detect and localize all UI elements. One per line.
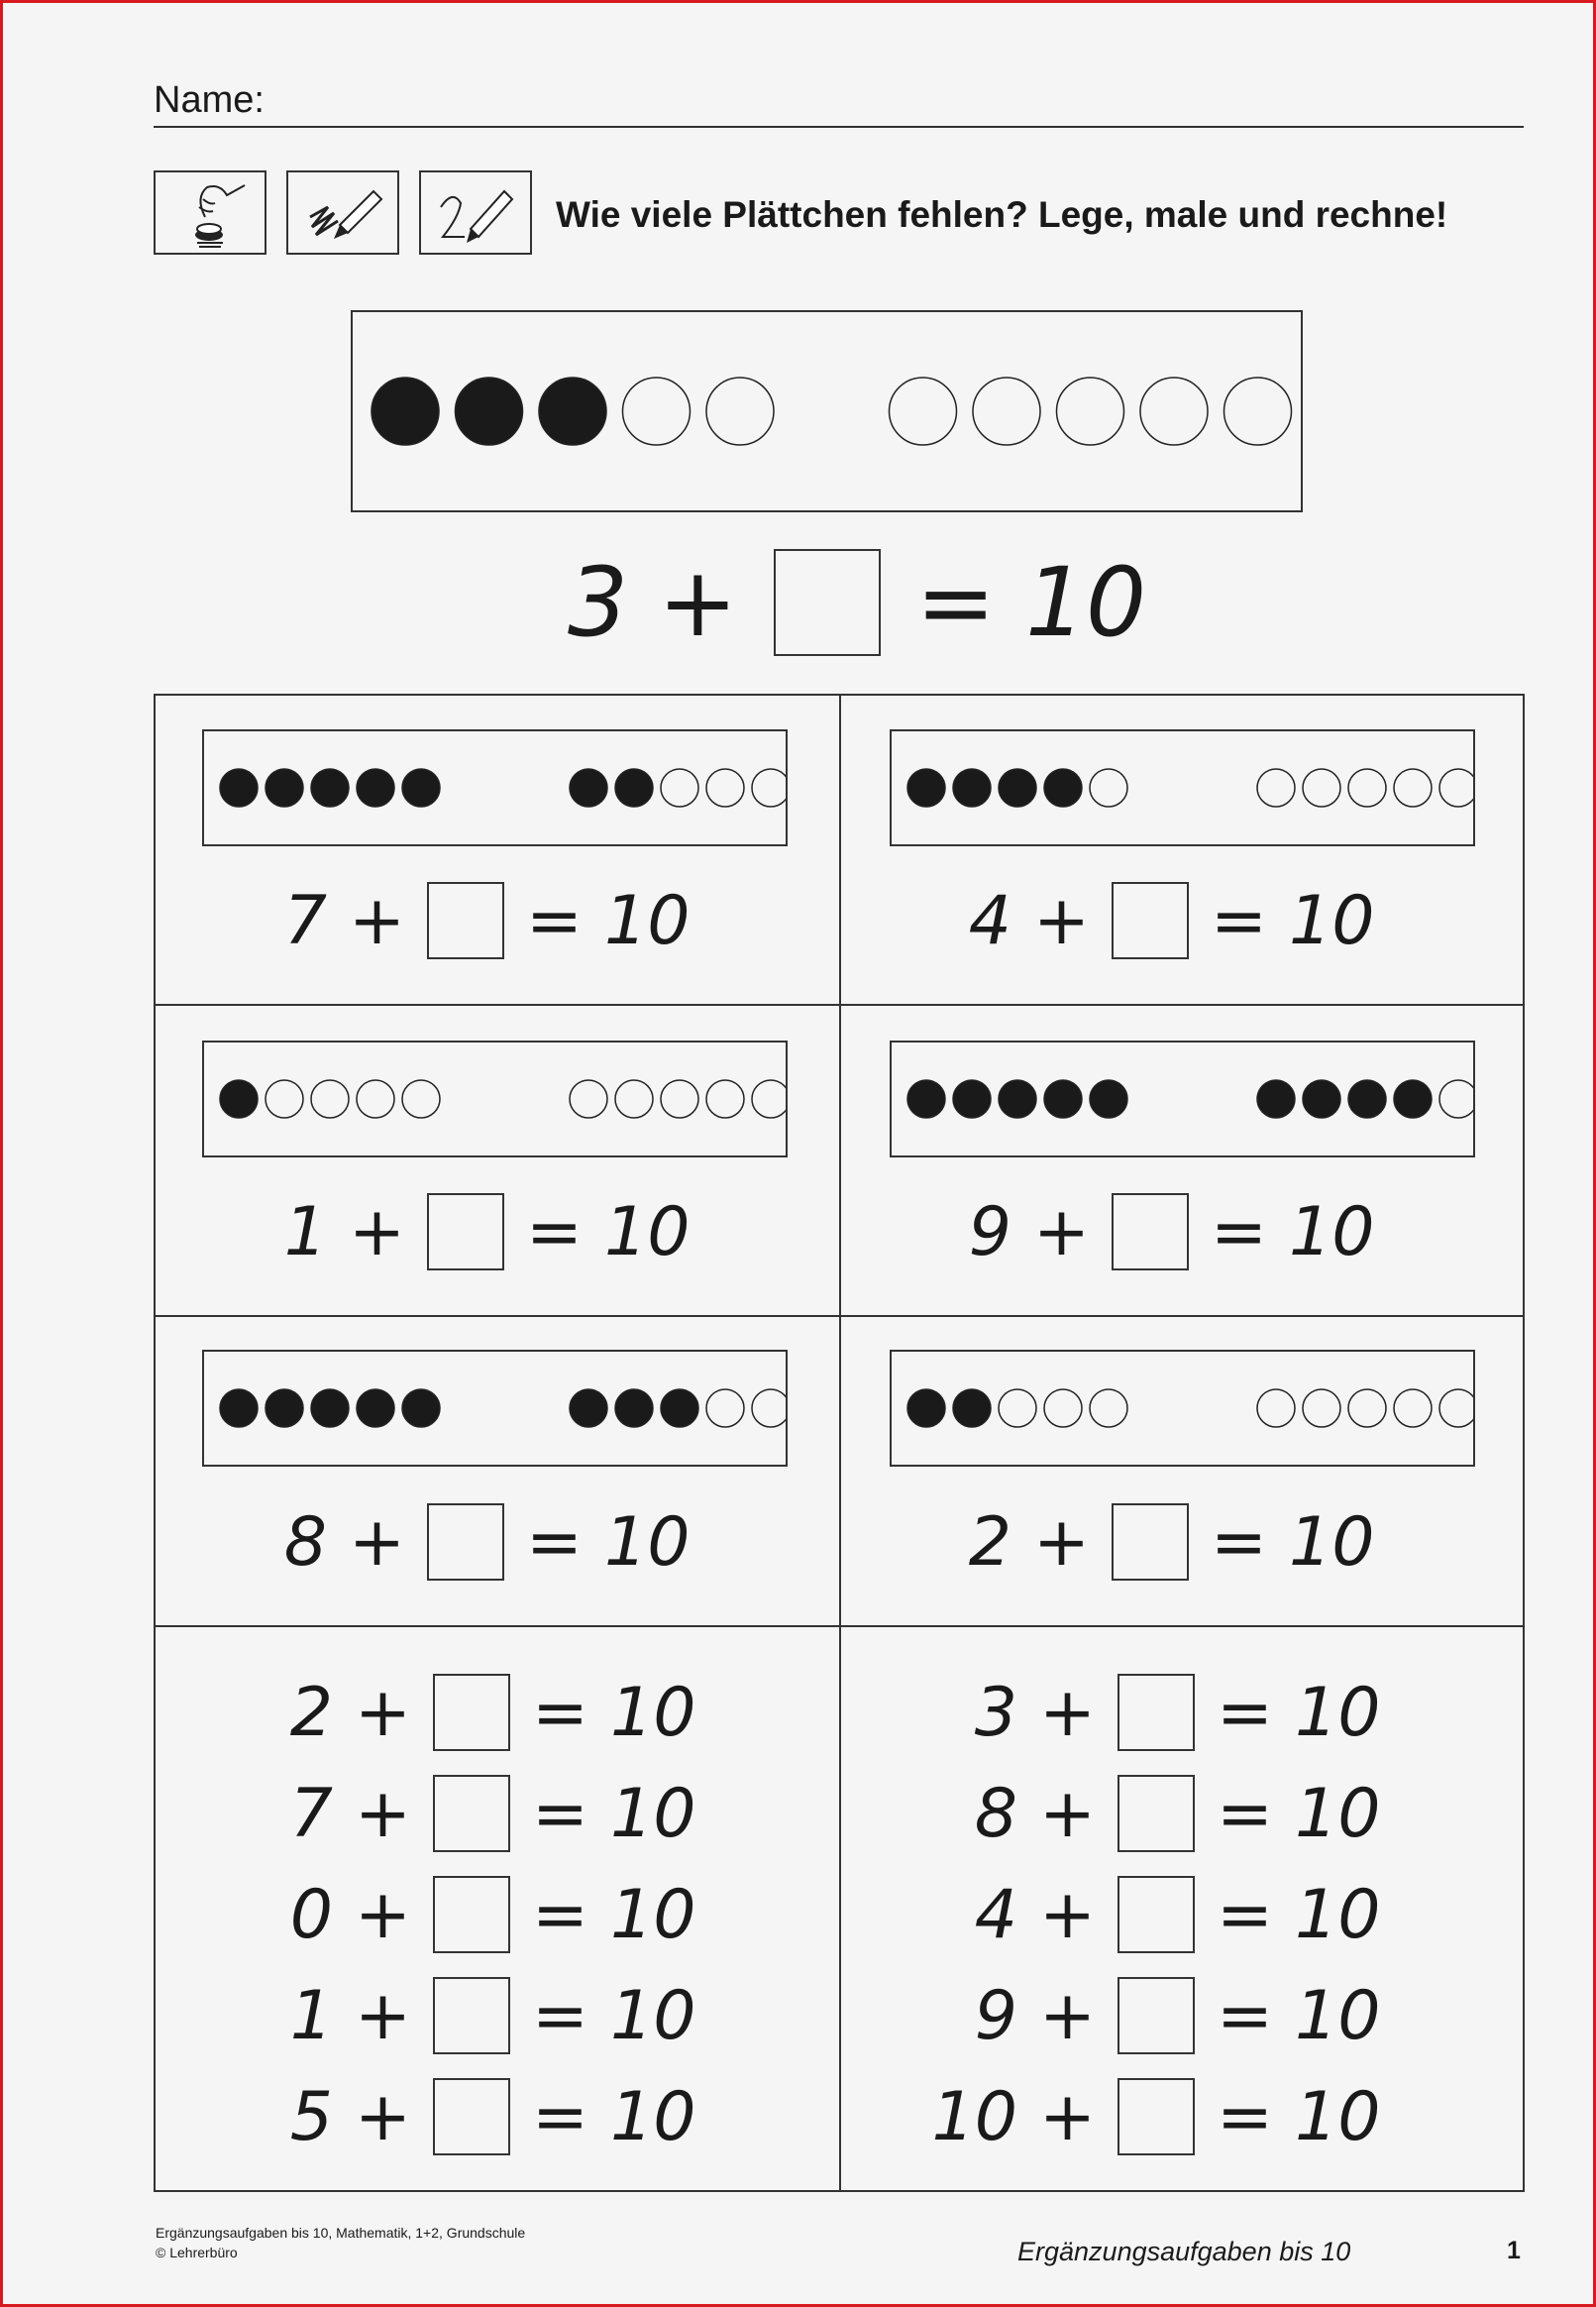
list-equation xyxy=(928,1976,1381,2055)
answer-box[interactable] xyxy=(427,882,504,959)
source-line: Ergänzungsaufgaben bis 10, Mathematik, 1+2, Grundschule xyxy=(156,2225,526,2241)
exercise-equation xyxy=(962,881,1375,960)
filled-counter xyxy=(615,769,653,807)
answer-box[interactable] xyxy=(1117,1674,1195,1751)
name-label: Name: xyxy=(154,79,265,121)
plus-sign: + xyxy=(355,1875,411,1954)
exercise-equation xyxy=(962,1502,1375,1582)
exercise-equation xyxy=(277,881,691,960)
equals-sign: = xyxy=(525,1192,583,1271)
name-line[interactable] xyxy=(154,74,1524,128)
empty-counter[interactable] xyxy=(706,378,774,445)
counters xyxy=(204,1352,786,1465)
answer-box[interactable] xyxy=(433,2078,510,2155)
empty-counter[interactable] xyxy=(1439,1080,1473,1118)
empty-counter[interactable] xyxy=(973,378,1040,445)
empty-counter[interactable] xyxy=(706,769,744,807)
empty-counter[interactable] xyxy=(1090,769,1127,807)
equals-sign: = xyxy=(1210,1502,1267,1582)
empty-counter[interactable] xyxy=(1090,1389,1127,1427)
page-number: 1 xyxy=(1507,2237,1521,2264)
result-number: 10 xyxy=(609,1976,696,2055)
filled-counter xyxy=(1090,1080,1127,1118)
filled-counter xyxy=(372,378,439,445)
filled-counter xyxy=(907,769,945,807)
result-number: 10 xyxy=(1294,1673,1381,1752)
filled-counter xyxy=(999,1080,1036,1118)
counters xyxy=(892,1043,1473,1155)
copyright-line: © Lehrerbüro xyxy=(156,2245,238,2260)
empty-counter[interactable] xyxy=(357,1080,394,1118)
filled-counter xyxy=(953,1080,991,1118)
left-number: 8 xyxy=(283,1502,327,1582)
example-left-number: 3 xyxy=(568,547,629,658)
plus-sign: + xyxy=(355,2077,411,2156)
filled-counter xyxy=(953,769,991,807)
ten-frame xyxy=(202,1041,788,1157)
ten-frame xyxy=(890,729,1475,846)
list-equation xyxy=(928,1875,1381,1954)
hand-icon xyxy=(154,170,266,255)
equals-sign: = xyxy=(525,881,583,960)
empty-counter[interactable] xyxy=(623,378,691,445)
example-ten-frame xyxy=(351,310,1303,512)
left-number: 2 xyxy=(289,1673,333,1752)
counters xyxy=(892,731,1473,844)
equals-sign: = xyxy=(531,1976,588,2055)
grid-divider-vertical xyxy=(839,694,841,2192)
filled-counter xyxy=(456,378,523,445)
filled-counter xyxy=(1044,1080,1082,1118)
empty-counter[interactable] xyxy=(266,1080,303,1118)
answer-box[interactable] xyxy=(1117,1775,1195,1852)
result-number: 10 xyxy=(1294,1976,1381,2055)
left-number: 1 xyxy=(283,1192,327,1271)
left-number: 4 xyxy=(968,881,1011,960)
counters xyxy=(204,731,786,844)
answer-box[interactable] xyxy=(433,1674,510,1751)
filled-counter xyxy=(220,1080,258,1118)
grid-divider xyxy=(154,1625,1525,1627)
result-number: 10 xyxy=(1294,1774,1381,1853)
result-number: 10 xyxy=(603,881,691,960)
answer-box[interactable] xyxy=(1117,2078,1195,2155)
exercise-equation xyxy=(277,1192,691,1271)
example-counters xyxy=(353,312,1301,510)
ten-frame xyxy=(202,729,788,846)
plus-sign: + xyxy=(1033,1192,1090,1271)
empty-counter[interactable] xyxy=(1224,378,1292,445)
left-number: 0 xyxy=(289,1875,333,1954)
plus-sign: + xyxy=(1039,1976,1096,2055)
left-number: 10 xyxy=(931,2077,1017,2156)
empty-counter[interactable] xyxy=(999,1389,1036,1427)
left-number: 9 xyxy=(974,1976,1017,2055)
filled-counter xyxy=(907,1080,945,1118)
plus-sign: + xyxy=(1033,1502,1090,1582)
equals-sign: = xyxy=(531,1875,588,1954)
filled-counter xyxy=(907,1389,945,1427)
plus-sign: + xyxy=(355,1673,411,1752)
answer-box[interactable] xyxy=(427,1193,504,1270)
plus-sign: + xyxy=(349,1502,405,1582)
filled-counter xyxy=(266,1389,303,1427)
result-number: 10 xyxy=(609,1774,696,1853)
empty-counter[interactable] xyxy=(752,769,786,807)
filled-counter xyxy=(357,1389,394,1427)
plus-sign: + xyxy=(1039,1774,1096,1853)
filled-counter xyxy=(1348,1080,1386,1118)
answer-box[interactable] xyxy=(1117,1876,1195,1953)
filled-counter xyxy=(661,1389,698,1427)
equals-sign: = xyxy=(1216,2077,1273,2156)
empty-counter[interactable] xyxy=(1257,1389,1295,1427)
equals-sign: = xyxy=(1216,1976,1273,2055)
filled-counter xyxy=(539,378,606,445)
list-equation xyxy=(244,2077,696,2156)
left-number: 5 xyxy=(289,2077,333,2156)
empty-counter[interactable] xyxy=(311,1080,349,1118)
filled-counter xyxy=(1257,1080,1295,1118)
plus-sign: + xyxy=(1039,1875,1096,1954)
equals-sign: = xyxy=(1216,1875,1273,1954)
answer-box[interactable] xyxy=(433,1977,510,2054)
equals-sign: = xyxy=(525,1502,583,1582)
filled-counter xyxy=(311,769,349,807)
answer-box[interactable] xyxy=(1112,1193,1189,1270)
plus-sign: + xyxy=(349,881,405,960)
filled-counter xyxy=(220,769,258,807)
exercise-equation xyxy=(277,1502,691,1582)
counters xyxy=(204,1043,786,1155)
left-number: 1 xyxy=(289,1976,333,2055)
instruction-icons xyxy=(154,170,532,255)
list-equation xyxy=(244,1774,696,1853)
equals-sign: = xyxy=(531,1774,588,1853)
filled-counter xyxy=(999,769,1036,807)
left-number: 4 xyxy=(974,1875,1017,1954)
empty-counter[interactable] xyxy=(706,1389,744,1427)
filled-counter xyxy=(357,769,394,807)
equals-sign: = xyxy=(915,547,996,658)
left-number: 3 xyxy=(974,1673,1017,1752)
counters xyxy=(892,1352,1473,1465)
filled-counter xyxy=(311,1389,349,1427)
answer-box[interactable] xyxy=(433,1876,510,1953)
filled-counter xyxy=(1044,769,1082,807)
equals-sign: = xyxy=(531,2077,588,2156)
example-equation xyxy=(568,548,1146,657)
grid-divider xyxy=(154,1315,1525,1317)
result-number: 10 xyxy=(1288,881,1375,960)
pencil-icon xyxy=(419,170,532,255)
empty-counter[interactable] xyxy=(1348,1389,1386,1427)
empty-counter[interactable] xyxy=(752,1080,786,1118)
answer-box[interactable] xyxy=(1112,882,1189,959)
plus-sign: + xyxy=(355,1774,411,1853)
empty-counter[interactable] xyxy=(1140,378,1208,445)
grid-divider xyxy=(154,1004,1525,1006)
ten-frame xyxy=(202,1350,788,1467)
empty-counter[interactable] xyxy=(570,1080,607,1118)
filled-counter xyxy=(953,1389,991,1427)
exercise-equation xyxy=(962,1192,1375,1271)
equals-sign: = xyxy=(1216,1673,1273,1752)
empty-counter[interactable] xyxy=(706,1080,744,1118)
empty-counter[interactable] xyxy=(1303,769,1340,807)
plus-sign: + xyxy=(1039,1673,1096,1752)
empty-counter[interactable] xyxy=(1394,769,1432,807)
result-number: 10 xyxy=(1294,1875,1381,1954)
plus-sign: + xyxy=(1033,881,1090,960)
empty-counter[interactable] xyxy=(1257,769,1295,807)
left-number: 8 xyxy=(974,1774,1017,1853)
crayon-icon xyxy=(286,170,399,255)
empty-counter[interactable] xyxy=(890,378,957,445)
result-number: 10 xyxy=(609,1673,696,1752)
plus-sign: + xyxy=(1039,2077,1096,2156)
empty-counter[interactable] xyxy=(1057,378,1124,445)
plus-sign: + xyxy=(349,1192,405,1271)
filled-counter xyxy=(220,1389,258,1427)
list-equation xyxy=(244,1976,696,2055)
result-number: 10 xyxy=(603,1192,691,1271)
left-number: 2 xyxy=(968,1502,1011,1582)
ten-frame xyxy=(890,1041,1475,1157)
list-equation xyxy=(928,1673,1381,1752)
left-number: 7 xyxy=(289,1774,333,1853)
empty-counter[interactable] xyxy=(752,1389,786,1427)
empty-counter[interactable] xyxy=(661,1080,698,1118)
filled-counter xyxy=(402,1389,440,1427)
filled-counter xyxy=(615,1389,653,1427)
example-answer-box[interactable] xyxy=(774,549,881,656)
empty-counter[interactable] xyxy=(1439,1389,1473,1427)
left-number: 7 xyxy=(283,881,327,960)
result-number: 10 xyxy=(1294,2077,1381,2156)
equals-sign: = xyxy=(531,1673,588,1752)
list-equation xyxy=(928,1774,1381,1853)
filled-counter xyxy=(570,1389,607,1427)
empty-counter[interactable] xyxy=(1044,1389,1082,1427)
result-number: 10 xyxy=(1288,1502,1375,1582)
empty-counter[interactable] xyxy=(1303,1389,1340,1427)
answer-box[interactable] xyxy=(1112,1503,1189,1581)
plus-sign: + xyxy=(658,547,738,658)
list-equation xyxy=(928,2077,1381,2156)
result-number: 10 xyxy=(609,2077,696,2156)
answer-box[interactable] xyxy=(1117,1977,1195,2054)
filled-counter xyxy=(570,769,607,807)
example-result: 10 xyxy=(1024,547,1147,658)
empty-counter[interactable] xyxy=(615,1080,653,1118)
answer-box[interactable] xyxy=(427,1503,504,1581)
result-number: 10 xyxy=(1288,1192,1375,1271)
left-number: 9 xyxy=(968,1192,1011,1271)
empty-counter[interactable] xyxy=(402,1080,440,1118)
task-instruction: Wie viele Plättchen fehlen? Lege, male und rechne! xyxy=(556,194,1448,235)
plus-sign: + xyxy=(355,1976,411,2055)
equals-sign: = xyxy=(1210,881,1267,960)
source-note xyxy=(156,2223,525,2262)
empty-counter[interactable] xyxy=(1348,769,1386,807)
equals-sign: = xyxy=(1210,1192,1267,1271)
empty-counter[interactable] xyxy=(1394,1389,1432,1427)
ten-frame xyxy=(890,1350,1475,1467)
empty-counter[interactable] xyxy=(661,769,698,807)
filled-counter xyxy=(402,769,440,807)
answer-box[interactable] xyxy=(433,1775,510,1852)
footer-title: Ergänzungsaufgaben bis 10 xyxy=(1017,2237,1351,2266)
equals-sign: = xyxy=(1216,1774,1273,1853)
list-equation xyxy=(244,1875,696,1954)
result-number: 10 xyxy=(609,1875,696,1954)
empty-counter[interactable] xyxy=(1439,769,1473,807)
filled-counter xyxy=(266,769,303,807)
filled-counter xyxy=(1394,1080,1432,1118)
result-number: 10 xyxy=(603,1502,691,1582)
list-equation xyxy=(244,1673,696,1752)
filled-counter xyxy=(1303,1080,1340,1118)
